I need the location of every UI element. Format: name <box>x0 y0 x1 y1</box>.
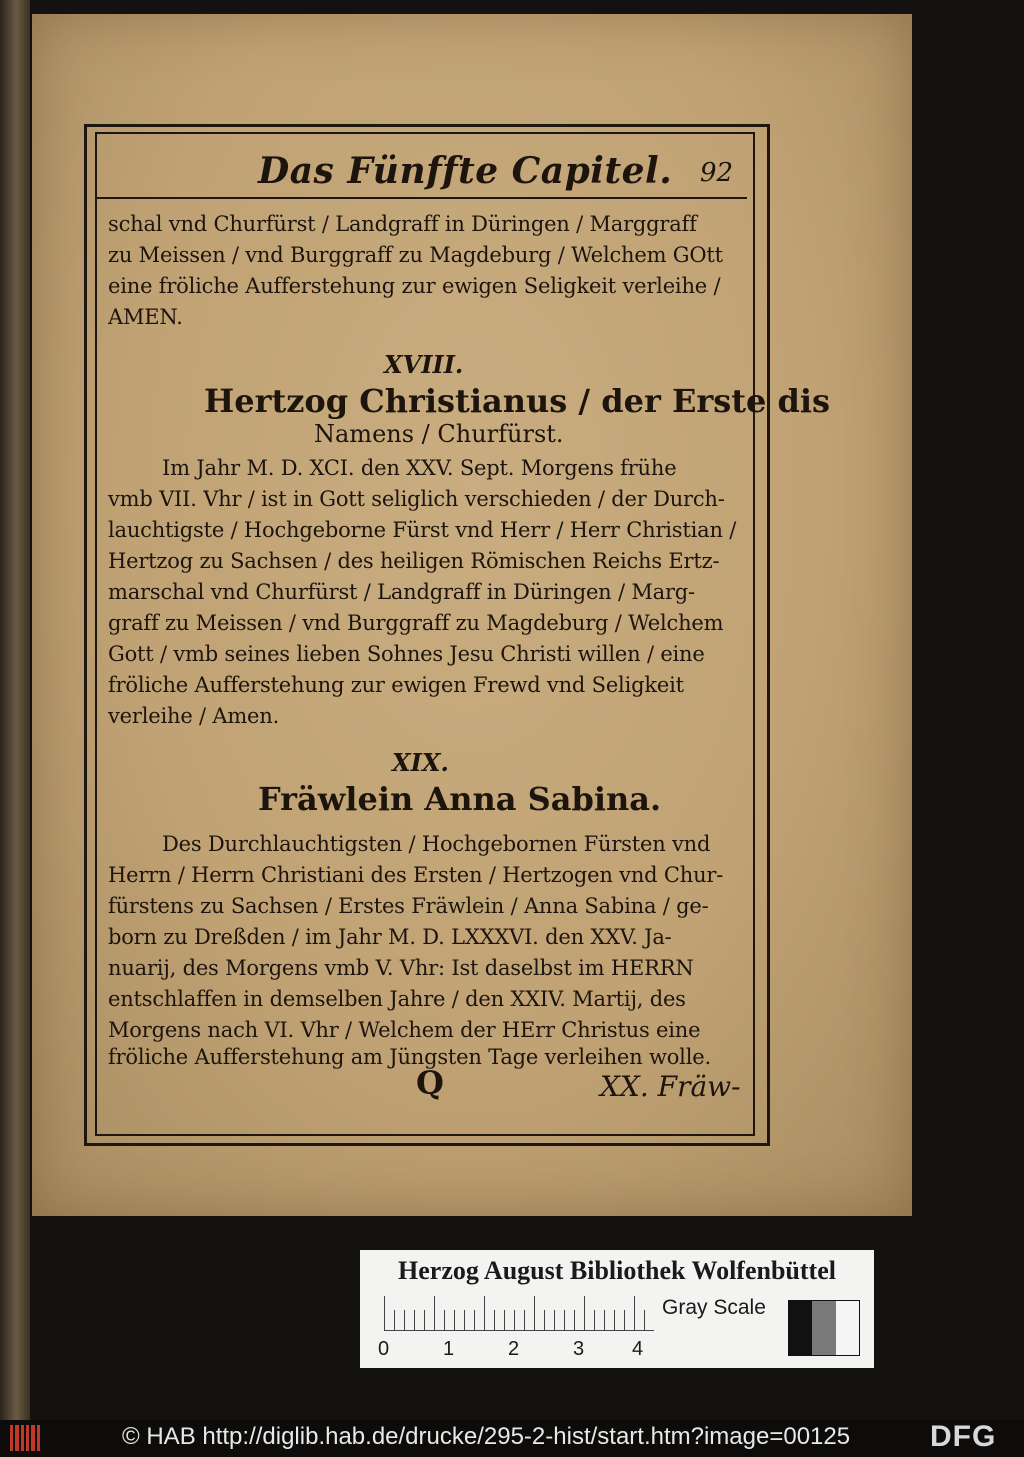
ruler-tick <box>544 1310 545 1330</box>
copyright-url: © HAB http://diglib.hab.de/drucke/295-2-hist/start.htm?image=00125 <box>122 1423 851 1450</box>
section-title: Hertzog Christianus / der Erste dis <box>204 382 831 420</box>
ruler-label: 4 <box>632 1338 644 1360</box>
section-subtitle: Namens / Churfürst. <box>314 420 564 448</box>
body-line: schal vnd Churfürst / Landgraff in Düringen / Marggraff <box>108 212 697 236</box>
ruler-tick <box>574 1310 575 1330</box>
swatch-black <box>789 1301 812 1355</box>
swatch-white <box>836 1301 859 1355</box>
ruler-label: 1 <box>443 1338 455 1360</box>
ruler-tick <box>404 1310 405 1330</box>
body-line: eine fröliche Aufferstehung zur ewigen Seligkeit verleihe / <box>108 274 721 298</box>
ruler-tick <box>464 1310 465 1330</box>
ruler-tick <box>554 1310 555 1330</box>
body-line: graff zu Meissen / vnd Burggraff zu Magdeburg / Welchem <box>108 611 724 635</box>
ruler-tick <box>454 1310 455 1330</box>
ruler-tick <box>394 1310 395 1330</box>
page-number: 92 <box>700 158 734 188</box>
ruler-tick <box>614 1310 615 1330</box>
body-line: Im Jahr M. D. XCI. den XXV. Sept. Morgens frühe <box>162 456 677 480</box>
ruler-tick <box>504 1310 505 1330</box>
body-line: nuarij, des Morgens vmb V. Vhr: Ist daselbst im HERRN <box>108 956 694 980</box>
ruler-tick <box>424 1310 425 1330</box>
body-line: Herrn / Herrn Christiani des Ersten / Hertzogen vnd Chur- <box>108 863 724 887</box>
body-line: born zu Dreßden / im Jahr M. D. LXXXVI. den XXV. Ja- <box>108 925 672 949</box>
ruler-tick <box>624 1310 625 1330</box>
ruler-tick <box>584 1296 585 1330</box>
library-name: Herzog August Bibliothek Wolfenbüttel <box>398 1256 836 1285</box>
ruler-tick <box>434 1296 435 1330</box>
centimeter-ruler <box>384 1296 654 1336</box>
ruler-label: 2 <box>508 1338 520 1360</box>
ruler-tick <box>514 1310 515 1330</box>
header-rule <box>97 197 747 199</box>
body-line: fröliche Aufferstehung am Jüngsten Tage verleihen wolle. <box>108 1045 711 1069</box>
color-scale-card <box>360 1250 874 1368</box>
swatch-gray <box>812 1301 835 1355</box>
section-title: Fräwlein Anna Sabina. <box>258 780 662 818</box>
ruler-tick <box>564 1310 565 1330</box>
ruler-tick <box>494 1310 495 1330</box>
previous-page-edge <box>0 0 30 1420</box>
running-title: Das Fünffte Capitel. <box>258 150 673 192</box>
catchword: XX. Fräw- <box>600 1070 741 1103</box>
body-line: verleihe / Amen. <box>108 704 280 728</box>
section-number: XVIII. <box>384 350 464 379</box>
footer-bar <box>0 1420 1024 1457</box>
body-line: AMEN. <box>108 305 183 329</box>
ruler-tick <box>634 1296 635 1330</box>
ruler-baseline <box>384 1330 654 1331</box>
dfg-logo: DFG <box>930 1420 997 1453</box>
ruler-tick <box>524 1310 525 1330</box>
ruler-label: 0 <box>378 1338 390 1360</box>
hab-logo-icon <box>10 1425 40 1451</box>
gray-scale-swatches <box>788 1300 860 1356</box>
body-line: zu Meissen / vnd Burggraff zu Magdeburg / Welchem GOtt <box>108 243 723 267</box>
ruler-tick <box>444 1310 445 1330</box>
ruler-tick <box>484 1296 485 1330</box>
body-line: entschlaffen in demselben Jahre / den XXIV. Martij, des <box>108 987 686 1011</box>
ruler-tick <box>534 1296 535 1330</box>
body-line: Gott / vmb seines lieben Sohnes Jesu Christi willen / eine <box>108 642 705 666</box>
ruler-tick <box>474 1310 475 1330</box>
body-line: Morgens nach VI. Vhr / Welchem der HErr Christus eine <box>108 1018 701 1042</box>
section-number: XIX. <box>392 748 449 777</box>
body-line: marschal vnd Churfürst / Landgraff in Düringen / Marg- <box>108 580 695 604</box>
body-line: fürstens zu Sachsen / Erstes Fräwlein / Anna Sabina / ge- <box>108 894 709 918</box>
gray-scale-label: Gray Scale <box>662 1296 766 1319</box>
body-line: Hertzog zu Sachsen / des heiligen Römischen Reichs Ertz- <box>108 549 720 573</box>
ruler-label: 3 <box>573 1338 585 1360</box>
ruler-tick <box>384 1296 385 1330</box>
ruler-tick <box>414 1310 415 1330</box>
body-line: fröliche Aufferstehung zur ewigen Frewd vnd Seligkeit <box>108 673 684 697</box>
body-line: vmb VII. Vhr / ist in Gott seliglich verschieden / der Durch- <box>108 487 725 511</box>
ruler-tick <box>644 1310 645 1330</box>
body-line: Des Durchlauchtigsten / Hochgebornen Fürsten vnd <box>162 832 711 856</box>
ruler-tick <box>594 1310 595 1330</box>
body-line: lauchtigste / Hochgeborne Fürst vnd Herr / Herr Christian / <box>108 518 737 542</box>
signature-mark: Q <box>416 1064 444 1102</box>
ruler-tick <box>604 1310 605 1330</box>
